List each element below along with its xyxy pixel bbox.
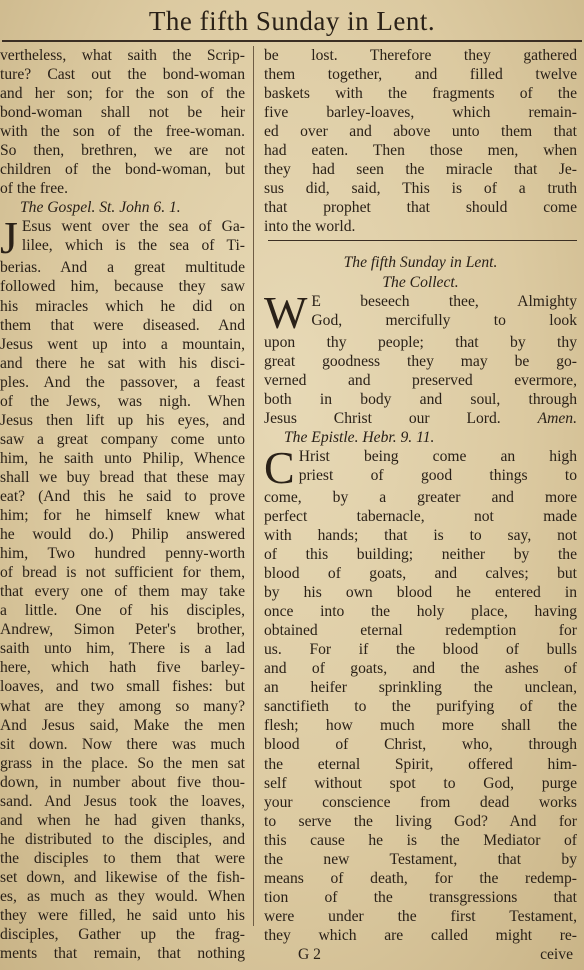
- text-line: had eaten. Then those men, when: [264, 142, 577, 160]
- section-title: The fifth Sunday in Lent.: [343, 254, 498, 272]
- text-line: priest of good things to: [298, 466, 577, 484]
- text-line: to serve the living God? And for: [264, 812, 577, 830]
- column-divider: [253, 46, 254, 926]
- epistle-body: [264, 488, 577, 945]
- text-line: verned and preserved evermore,: [264, 371, 577, 389]
- text-line: upon thy people; that by thy: [264, 333, 577, 351]
- text-line: Esus went over the sea of Ga-: [21, 218, 245, 236]
- text-line: E beseech thee, Almighty: [311, 292, 577, 310]
- text-line: followed him, because they saw: [0, 278, 245, 296]
- text-line: great goodness they may be go-: [264, 352, 577, 370]
- text-line: once into the holy place, having: [264, 603, 577, 621]
- text-line: of this building; neither by the: [264, 545, 577, 563]
- collect-heading: The Collect.: [382, 273, 459, 291]
- epistle-opening: [264, 447, 577, 488]
- text-line: So then, brethren, we are not: [0, 142, 245, 160]
- text-line: them together, and filled twelve: [264, 66, 577, 84]
- text-line: And Jesus said, Make the men: [0, 716, 245, 734]
- text-line: disciples, Gather up the frag-: [0, 926, 245, 944]
- text-line: baskets with the fragments of the: [264, 85, 577, 103]
- text-line: sand. And Jesus took the loaves,: [0, 792, 245, 810]
- text-line: loaves, and two small fishes: but: [0, 678, 245, 696]
- epistle-continuation: [0, 46, 245, 198]
- text-line: God, mercifully to look: [311, 311, 577, 329]
- text-line: Jesus went up into a mountain,: [0, 335, 245, 353]
- text-line: an heifer sprinkling the unclean,: [264, 679, 577, 697]
- text-line: blood of Christ, who, through: [264, 736, 577, 754]
- text-line: him; for he himself knew what: [0, 507, 245, 525]
- text-line: ed over and above unto them that: [264, 123, 577, 141]
- catchword: ceive: [540, 945, 573, 963]
- text-line: es, as much as they would. When: [0, 887, 245, 905]
- text-line: bond-woman shall not be heir: [0, 104, 245, 122]
- text-line: your conscience from dead works: [264, 793, 577, 811]
- text-line: they had seen the miracle that Je-: [264, 161, 577, 179]
- text-line: five barley-loaves, which remain-: [264, 104, 577, 122]
- text-line: the new Testament, that by: [264, 850, 577, 868]
- text-line: perfect tabernacle, not made: [264, 507, 577, 525]
- amen: Amen.: [537, 409, 577, 427]
- text-line: ments that remain, that nothing: [0, 945, 245, 963]
- text-line: self without spot to God, purge: [264, 774, 577, 792]
- text-line: by his own blood he entered in: [264, 584, 577, 602]
- collect-body: [264, 333, 577, 409]
- text-line: his miracles which he did on: [0, 297, 245, 315]
- text-line: grass in the place. So the men sat: [0, 754, 245, 772]
- text-line: be lost. Therefore they gathered: [264, 47, 577, 64]
- text-line: with hands; that is to say, not: [264, 526, 577, 544]
- text-line: that prophet that should come: [264, 199, 577, 217]
- text-line: vertheless, what saith the Scrip-: [0, 47, 245, 64]
- text-line: us. For if the blood of bulls: [264, 641, 577, 659]
- text-line: they which are called might re-: [264, 926, 577, 944]
- text-line: sanctifieth to the purifying of the: [264, 698, 577, 716]
- text-line: he would do.) Philip answered: [0, 526, 245, 544]
- text-line: of the Jews, was nigh. When: [0, 392, 245, 410]
- text-line: here, which hath five barley-: [0, 659, 245, 677]
- text-line: were under the first Testament,: [264, 907, 577, 925]
- collect-opening: [264, 292, 577, 333]
- epistle-heading: The Epistle. Hebr. 9. 11.: [284, 428, 435, 446]
- text-line: they were filled, he said unto his: [0, 907, 245, 925]
- text-line: the eternal Spirit, offered him-: [264, 755, 577, 773]
- text-line: means of death, for the redemp-: [264, 869, 577, 887]
- section-rule: [268, 240, 577, 249]
- gospel-heading: The Gospel. St. John 6. 1.: [20, 199, 181, 217]
- text-line: set down, and likewise of the fish-: [0, 868, 245, 886]
- text-line: them that were diseased. And: [0, 316, 245, 334]
- text-line: and when he had given thanks,: [0, 811, 245, 829]
- right-column: [264, 46, 577, 964]
- text-line: ples. And the passover, a feast: [0, 373, 245, 391]
- collect-dropcap: W: [264, 291, 308, 333]
- text-line: come, by a greater and more: [264, 488, 577, 506]
- text-line: obtained eternal redemption for: [264, 622, 577, 640]
- text-line: Andrew, Simon Peter's brother,: [0, 621, 245, 639]
- text-line: saw a great company come unto: [0, 430, 245, 448]
- text-line: sit down. Now there was much: [0, 735, 245, 753]
- header-rule: [2, 40, 582, 42]
- running-head: The fifth Sunday in Lent.: [148, 6, 436, 36]
- gospel-body: [0, 258, 245, 963]
- collect-closing: [264, 409, 577, 428]
- text-line: into the world.: [264, 218, 356, 236]
- text-line: children of the bond-woman, but: [0, 161, 245, 179]
- text-line: and her son; for the son of the: [0, 85, 245, 103]
- text-line: him, he saith unto Philip, Whence: [0, 449, 245, 467]
- text-line: Hrist being come an high: [298, 447, 577, 465]
- text-line: of bread is not sufficient for them,: [0, 564, 245, 582]
- text-line: saith unto him, There is a lad: [0, 640, 245, 658]
- text-line: this cause he is the Mediator of: [264, 831, 577, 849]
- epistle-dropcap: C: [264, 446, 295, 488]
- text-line: tion of the transgressions that: [264, 888, 577, 906]
- text-line: lilee, which is the sea of Ti-: [21, 237, 245, 255]
- gospel-conclusion: [264, 46, 577, 236]
- text-line: he distributed to the disciples, and: [0, 830, 245, 848]
- gospel-opening: [0, 217, 245, 258]
- text-line: and there he sat with his disci-: [0, 354, 245, 372]
- page-footer: [264, 945, 577, 964]
- text-line: a little. One of his disciples,: [0, 602, 245, 620]
- text-line: down, in number about five thou-: [0, 773, 245, 791]
- text-line: him, Two hundred penny-worth: [0, 545, 245, 563]
- text-line: shall we buy bread that these may: [0, 468, 245, 486]
- text-line: sus did, said, This is of a truth: [264, 180, 577, 198]
- text-line: of the free.: [0, 180, 68, 198]
- text-line: with the son of the free-woman.: [0, 123, 245, 141]
- signature-mark: G 2: [298, 945, 321, 963]
- gospel-dropcap: J: [0, 217, 18, 259]
- text-line: that every one of them may take: [0, 583, 245, 601]
- text-line: Jesus then lift up his eyes, and: [0, 411, 245, 429]
- left-column: [0, 46, 245, 963]
- text-line: berias. And a great multitude: [0, 259, 245, 277]
- text-line: the disciples to them that were: [0, 849, 245, 867]
- text-line: both in body and soul, through: [264, 390, 577, 408]
- text-line: flesh; how much more shall the: [264, 717, 577, 735]
- text-line: ture? Cast out the bond-woman: [0, 66, 245, 84]
- text-line: what are they among so many?: [0, 697, 245, 715]
- text-line: blood of goats, and calves; but: [264, 565, 577, 583]
- text-line: eat? (And this he said to prove: [0, 487, 245, 505]
- collect-closing-text: Jesus Christ our Lord.: [264, 409, 501, 427]
- text-line: and of goats, and the ashes of: [264, 660, 577, 678]
